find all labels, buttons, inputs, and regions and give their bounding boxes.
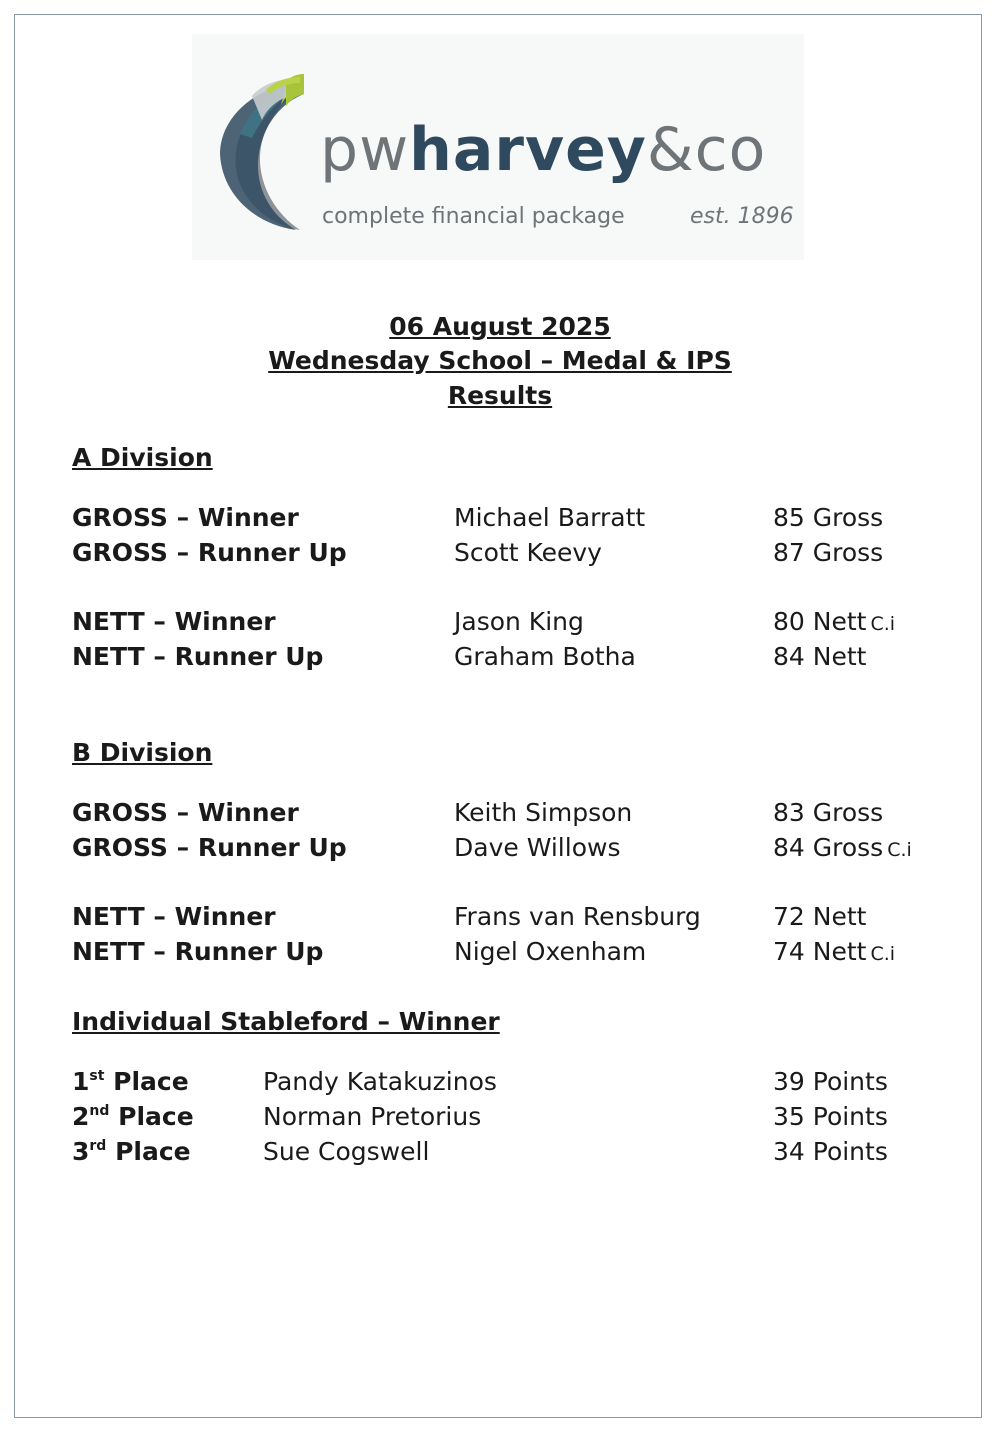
player-name: Jason King [454, 607, 584, 636]
result-category: NETT – Winner [72, 902, 276, 931]
player-name: Norman Pretorius [263, 1102, 482, 1131]
countback-note: C.i [870, 943, 896, 965]
results-date: 06 August 2025 [389, 312, 611, 341]
result-category: NETT – Runner Up [72, 937, 324, 966]
countback-note: C.i [887, 839, 912, 861]
brand-established: est. 1896 [690, 204, 794, 229]
result-row [0, 798, 1000, 832]
player-name: Graham Botha [454, 642, 636, 671]
result-row [0, 937, 1000, 971]
player-score: 34 Points [773, 1137, 888, 1166]
result-category: GROSS – Runner Up [72, 538, 347, 567]
player-score: 39 Points [773, 1067, 888, 1096]
result-row [0, 1067, 1000, 1101]
result-row [0, 833, 1000, 867]
countback-note: C.i [870, 613, 896, 635]
player-score: 83 Gross [773, 798, 884, 827]
player-name: Scott Keevy [454, 538, 602, 567]
player-score: 80 Nett C.i [773, 607, 896, 636]
company-logo [192, 34, 804, 260]
result-category: NETT – Runner Up [72, 642, 324, 671]
player-score: 35 Points [773, 1102, 888, 1131]
player-score: 85 Gross [773, 503, 884, 532]
place-label: 1st Place [72, 1067, 189, 1096]
result-row [0, 503, 1000, 537]
place-label: 3rd Place [72, 1137, 191, 1166]
result-row [0, 902, 1000, 936]
player-score: 74 Nett C.i [773, 937, 896, 966]
results-subtitle: Results [447, 381, 553, 410]
player-name: Nigel Oxenham [454, 937, 647, 966]
brand-wordmark: pwharvey&co [320, 115, 767, 185]
player-score: 87 Gross [773, 538, 884, 567]
brand-tagline: complete financial package [322, 204, 625, 229]
stableford-title: Individual Stableford – Winner [72, 1007, 500, 1036]
place-label: 2nd Place [72, 1102, 194, 1131]
player-name: Sue Cogswell [263, 1137, 430, 1166]
player-name: Pandy Katakuzinos [263, 1067, 497, 1096]
result-row [0, 538, 1000, 572]
player-score: 84 Nett [773, 642, 867, 671]
result-category: GROSS – Winner [72, 798, 299, 827]
player-score: 84 Gross C.i [773, 833, 912, 862]
result-category: GROSS – Runner Up [72, 833, 347, 862]
result-category: NETT – Winner [72, 607, 276, 636]
result-row [0, 1137, 1000, 1171]
player-name: Dave Willows [454, 833, 621, 862]
result-row [0, 642, 1000, 676]
result-row [0, 1102, 1000, 1136]
player-name: Keith Simpson [454, 798, 633, 827]
player-score: 72 Nett [773, 902, 867, 931]
event-title: Wednesday School – Medal & IPS [268, 346, 732, 375]
a-division-title: A Division [72, 443, 213, 472]
result-category: GROSS – Winner [72, 503, 299, 532]
result-row [0, 607, 1000, 641]
b-division-title: B Division [72, 738, 213, 767]
player-name: Frans van Rensburg [454, 902, 701, 931]
player-name: Michael Barratt [454, 503, 646, 532]
